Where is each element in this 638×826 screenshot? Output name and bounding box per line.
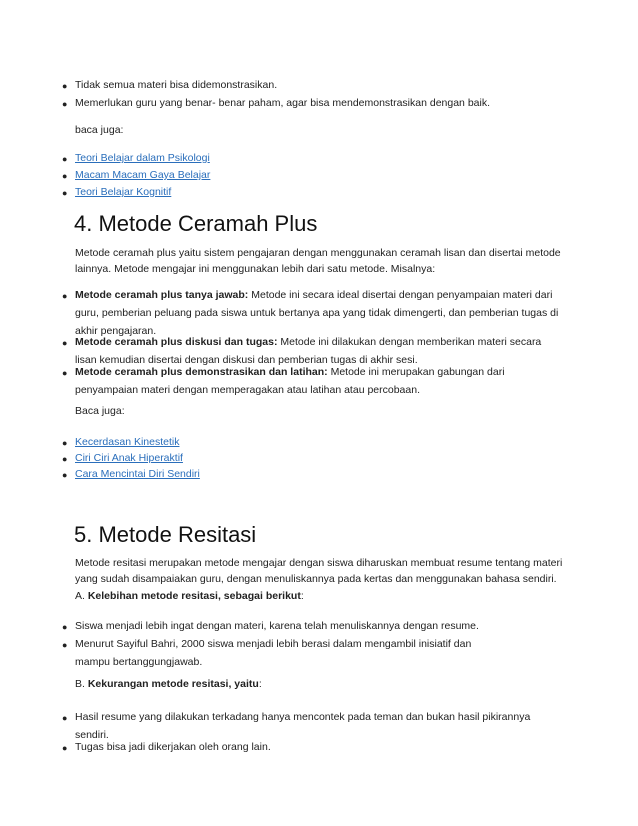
bullet-icon: ● xyxy=(62,154,68,164)
section-intro: Metode ceramah plus yaitu sistem pengajaran dengan menggunakan ceramah lisan dan disertai metode lainnya. Metode mengajar ini menggunakan lebih dari satu metode. Misalnya: xyxy=(75,247,561,275)
link-teori-belajar-psikologi[interactable]: Teori Belajar dalam Psikologi xyxy=(75,152,210,164)
list-item: Tidak semua materi bisa didemonstrasikan. xyxy=(75,79,278,91)
link-ciri-anak-hiperaktif[interactable]: Ciri Ciri Anak Hiperaktif xyxy=(75,452,183,464)
bullet-icon: ● xyxy=(62,291,68,301)
section-intro: Metode resitasi merupakan metode mengajar dengan siswa diharuskan membuat resume tentang materi yang sudah disampaiakan guru, dengan menuliskannya pada kertas dan menggunakan bahasa sendiri. xyxy=(75,557,563,585)
bullet-icon: ● xyxy=(62,713,68,723)
link-kecerdasan-kinestetik[interactable]: Kecerdasan Kinestetik xyxy=(75,436,180,448)
bullet-icon: ● xyxy=(62,368,68,378)
section-heading: 4. Metode Ceramah Plus xyxy=(74,211,318,236)
bullet-icon: ● xyxy=(62,454,68,464)
link-cara-mencintai-diri[interactable]: Cara Mencintai Diri Sendiri xyxy=(75,468,200,480)
bullet-icon: ● xyxy=(62,622,68,632)
link-macam-gaya-belajar[interactable]: Macam Macam Gaya Belajar xyxy=(75,169,211,181)
subheading-kekurangan: B. Kekurangan metode resitasi, yaitu: xyxy=(75,678,262,690)
list-item: Metode ceramah plus tanya jawab: Metode ini secara ideal disertai dengan penyampaian materi dari guru, pemberian peluang pada siswa untuk bertanya apa yang tidak dimengerti, dan pemberian tugas di akhir pengajaran. xyxy=(75,289,559,337)
see-also-label: Baca juga: xyxy=(75,405,125,417)
list-item: Metode ceramah plus diskusi dan tugas: Metode ini dilakukan dengan memberikan materi secara lisan kemudian disertai dengan diskusi dan pemberian tugas di akhir sesi. xyxy=(75,336,542,366)
list-item: Hasil resume yang dilakukan terkadang hanya mencontek pada teman dan bukan hasil pikirannya sendiri. xyxy=(75,711,531,741)
bullet-icon: ● xyxy=(62,171,68,181)
list-item: Memerlukan guru yang benar- benar paham, agar bisa mendemonstrasikan dengan baik. xyxy=(75,97,490,109)
list-item: Metode ceramah plus demonstrasikan dan latihan: Metode ini merupakan gabungan dari penyampaian materi dengan memperagakan atau latihan atau percobaan. xyxy=(75,366,505,396)
bullet-icon: ● xyxy=(62,438,68,448)
see-also-label: baca juga: xyxy=(75,124,124,136)
subheading-kelebihan: A. Kelebihan metode resitasi, sebagai berikut: xyxy=(75,590,304,602)
bullet-icon: ● xyxy=(62,338,68,348)
list-item: Tugas bisa jadi dikerjakan oleh orang lain. xyxy=(75,741,271,753)
bullet-icon: ● xyxy=(62,640,68,650)
bullet-icon: ● xyxy=(62,81,68,91)
section-heading: 5. Metode Resitasi xyxy=(74,522,257,547)
bullet-icon: ● xyxy=(62,470,68,480)
list-item: Menurut Sayiful Bahri, 2000 siswa menjadi lebih berasi dalam mengambil inisiatif dan mampu bertanggungjawab. xyxy=(75,638,472,668)
bullet-icon: ● xyxy=(62,99,68,109)
bullet-icon: ● xyxy=(62,743,68,753)
bullet-icon: ● xyxy=(62,188,68,198)
link-teori-belajar-kognitif[interactable]: Teori Belajar Kognitif xyxy=(75,186,172,198)
list-item: Siswa menjadi lebih ingat dengan materi, karena telah menuliskannya dengan resume. xyxy=(75,620,479,632)
